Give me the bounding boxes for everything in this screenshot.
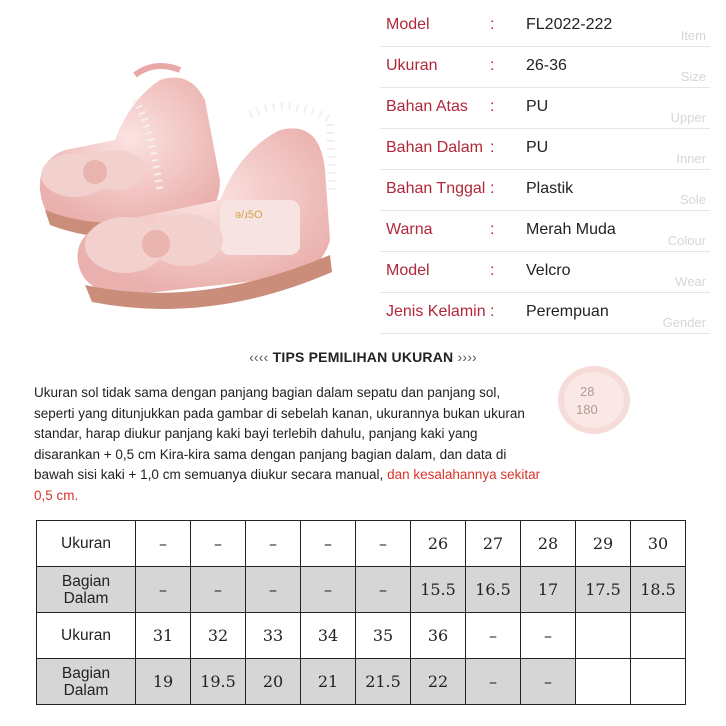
size-cell: – [521, 659, 576, 705]
spec-colon: : [490, 262, 495, 279]
size-cell: 27 [466, 521, 521, 567]
spec-colon: : [490, 303, 495, 320]
size-cell: – [301, 567, 356, 613]
spec-label: Bahan Dalam [386, 139, 483, 156]
size-cell: – [246, 567, 301, 613]
sole-closeup-image [556, 362, 636, 438]
size-cell: 32 [191, 613, 246, 659]
spec-colon: : [490, 98, 495, 115]
spec-label: Model [386, 16, 430, 33]
spec-english-label: Upper [670, 110, 706, 125]
size-cell: 33 [246, 613, 301, 659]
size-cell: – [136, 567, 191, 613]
spec-label: Bahan Atas [386, 98, 468, 115]
size-cell: – [521, 613, 576, 659]
spec-label: Jenis Kelamin [386, 303, 486, 320]
tips-title: TIPS PEMILIHAN UKURAN [272, 349, 454, 365]
size-cell: – [136, 521, 191, 567]
size-cell: 18.5 [631, 567, 686, 613]
spec-row-inner [380, 129, 710, 170]
size-table-row [37, 521, 686, 567]
size-cell: 28 [521, 521, 576, 567]
spec-row-size [380, 47, 710, 88]
spec-english-label: Inner [676, 151, 706, 166]
spec-list [380, 6, 710, 334]
size-cell: 17 [521, 567, 576, 613]
spec-value: PU [526, 139, 549, 156]
spec-value: Merah Muda [526, 221, 616, 238]
size-table-row [37, 659, 686, 705]
size-table-row [37, 613, 686, 659]
size-cell [631, 659, 686, 705]
spec-english-label: Size [680, 69, 706, 84]
sole-length-text: 180 [576, 402, 598, 417]
size-cell: 15.5 [411, 567, 466, 613]
row-header-text: Bagian [61, 572, 111, 590]
size-cell: 34 [301, 613, 356, 659]
spec-value: Velcro [526, 262, 571, 279]
spec-value: PU [526, 98, 549, 115]
row-header-text: Ukuran [61, 535, 111, 552]
size-cell: 17.5 [576, 567, 631, 613]
spec-value: Plastik [526, 180, 574, 197]
spec-row-wear [380, 252, 710, 293]
size-cell: – [246, 521, 301, 567]
size-cell: – [356, 567, 411, 613]
size-cell: 19.5 [191, 659, 246, 705]
spec-label: Ukuran [386, 57, 438, 74]
spec-english-label: Wear [675, 274, 706, 289]
spec-colon: : [490, 180, 495, 197]
spec-label: Warna [386, 221, 433, 238]
size-cell: 26 [411, 521, 466, 567]
size-cell: – [191, 567, 246, 613]
spec-value: FL2022-222 [526, 16, 613, 33]
spec-english-label: Colour [667, 233, 706, 248]
spec-english-label: Item [680, 28, 706, 43]
spec-colon: : [490, 57, 495, 74]
spec-value: Perempuan [526, 303, 609, 320]
spec-label: Model [386, 262, 430, 279]
svg-text:ǝ/ɹ5O: ǝ/ɹ5O [235, 209, 263, 221]
size-cell: 21 [301, 659, 356, 705]
tips-warning: dan kesalahannya sekitar 0,5 cm. [34, 467, 541, 503]
size-row-header [37, 521, 136, 567]
size-row-header [37, 567, 136, 613]
size-cell: 36 [411, 613, 466, 659]
size-cell: – [301, 521, 356, 567]
spec-english-label: Gender [662, 315, 706, 330]
right-arrows-icon: ›››› [453, 349, 477, 365]
size-cell [576, 659, 631, 705]
row-header-text: Bagian [61, 664, 111, 682]
size-cell: 30 [631, 521, 686, 567]
product-photo [20, 40, 360, 320]
spec-row-model [380, 6, 710, 47]
size-cell: 20 [246, 659, 301, 705]
spec-value: 26-36 [526, 57, 567, 74]
spec-colon: : [490, 221, 495, 238]
size-cell [631, 613, 686, 659]
row-header-text: Dalam [63, 589, 109, 607]
spec-colon: : [490, 16, 495, 33]
size-cell: 31 [136, 613, 191, 659]
spec-row-upper [380, 88, 710, 129]
spec-colon: : [490, 139, 495, 156]
size-cell: – [466, 659, 521, 705]
sole-size-text: 28 [580, 384, 595, 399]
tips-paragraph [34, 383, 544, 506]
spec-row-colour [380, 211, 710, 252]
size-cell: 19 [136, 659, 191, 705]
size-cell: 29 [576, 521, 631, 567]
size-cell: 21.5 [356, 659, 411, 705]
spec-row-sole [380, 170, 710, 211]
size-chart-table [36, 520, 686, 705]
size-table-row [37, 567, 686, 613]
row-header-text: Ukuran [61, 627, 111, 644]
row-header-text: Dalam [63, 681, 109, 699]
size-cell: 35 [356, 613, 411, 659]
tips-body: Ukuran sol tidak sama dengan panjang bagian dalam sepatu dan panjang sol, seperti yang ditunjukkan pada gambar di sebelah kanan, ukurannya bukan ukuran standar, harap diukur panjang kaki bayi terlebih dahulu, panjang kaki yang disarankan + 0,5 cm Kira-kira sama dengan panjang bagian dalam, dan data di bawah sisi kaki + 1,0 cm semuanya diukur secara manual, [34, 385, 525, 482]
left-arrows-icon: ‹‹‹‹ [249, 349, 273, 365]
spec-row-gender [380, 293, 710, 334]
size-cell: 22 [411, 659, 466, 705]
size-row-header [37, 613, 136, 659]
size-cell: – [356, 521, 411, 567]
spec-english-label: Sole [679, 192, 706, 207]
size-cell: – [466, 613, 521, 659]
size-cell: – [191, 521, 246, 567]
spec-label: Bahan Tnggal [386, 180, 486, 197]
size-cell: 16.5 [466, 567, 521, 613]
size-row-header [37, 659, 136, 705]
size-cell [576, 613, 631, 659]
